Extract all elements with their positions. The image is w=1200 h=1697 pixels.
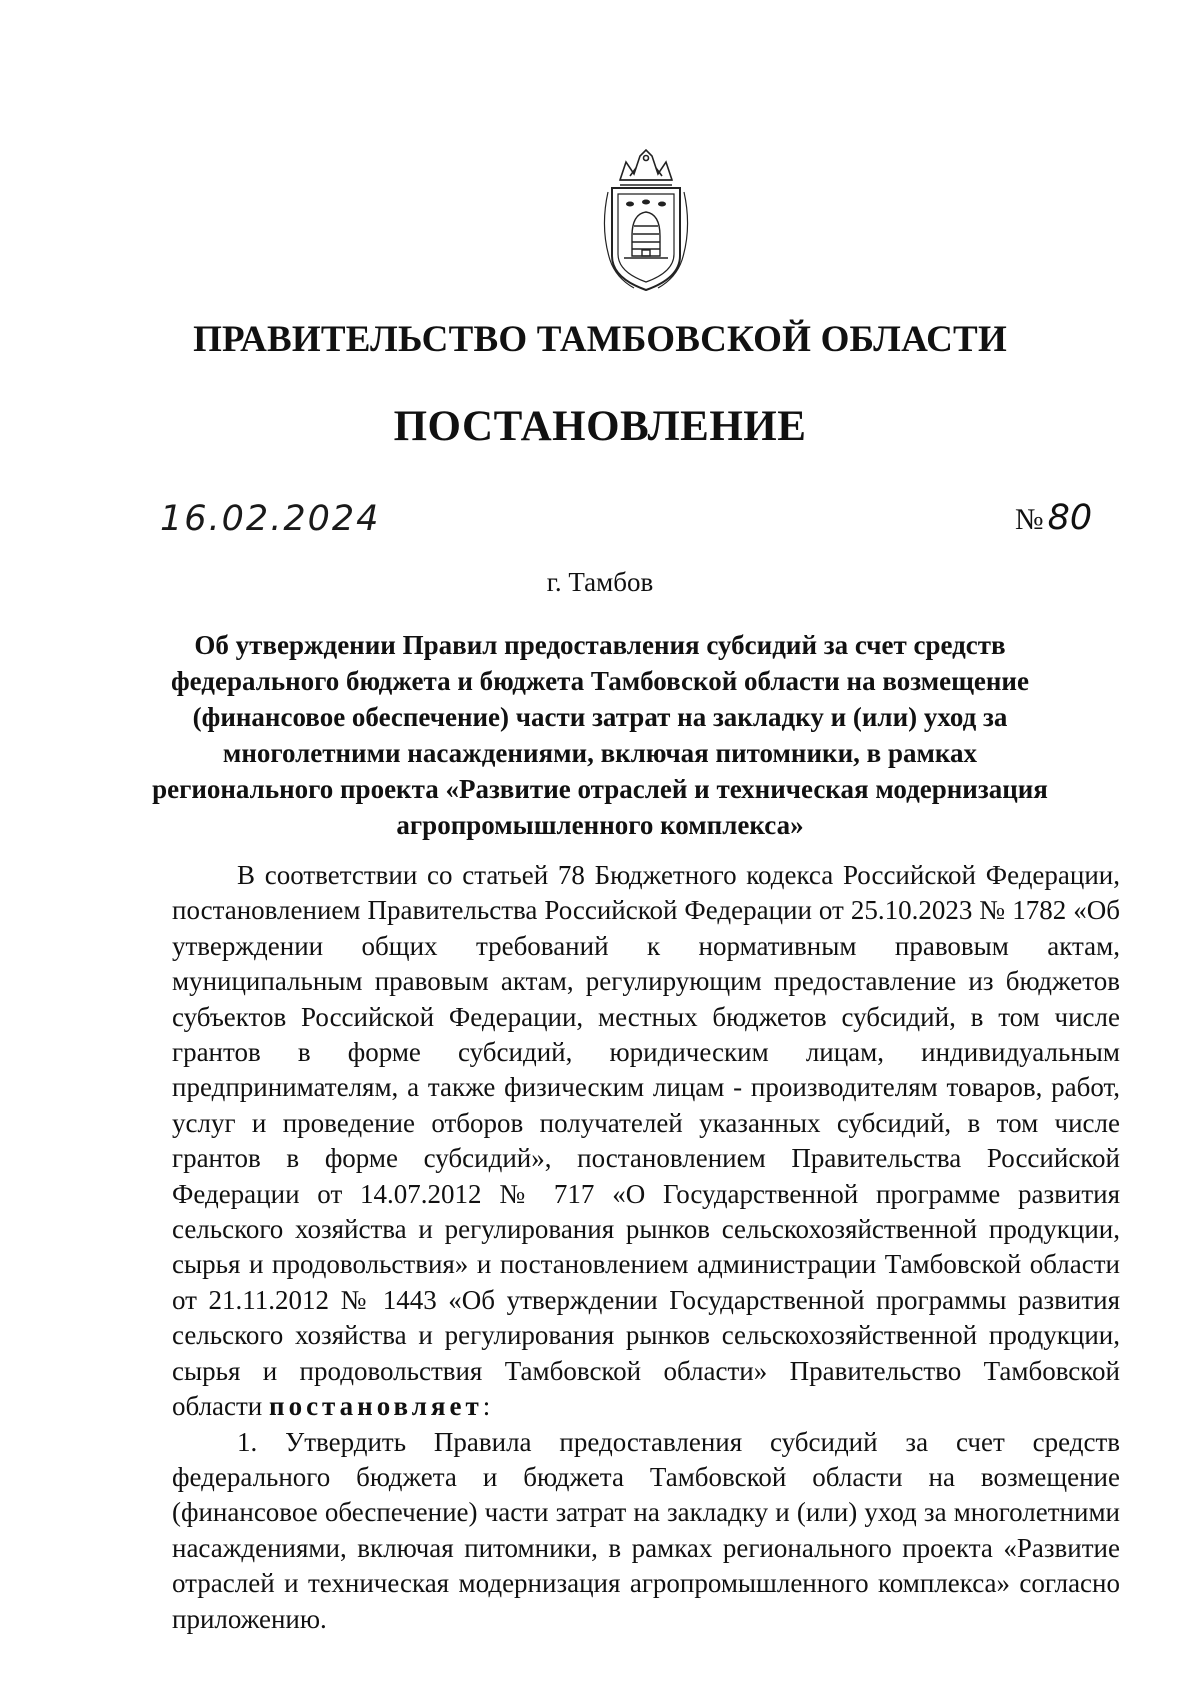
decree-colon: : — [482, 1391, 491, 1422]
document-body — [172, 858, 1120, 1637]
number-value: 80 — [1047, 498, 1093, 538]
document-type: ПОСТАНОВЛЕНИЕ — [393, 403, 807, 450]
document-date: 16.02.2024 — [160, 499, 381, 539]
preamble-paragraph — [172, 858, 1120, 1425]
coat-of-arms-emblem — [590, 148, 702, 296]
preamble-text: В соответствии со статьей 78 Бюджетного кодекса Российской Федерации, постановлением Правительства Российской Федерации от 25.10.2023 № 1782 «Об утверждении общих требований к нормативным правовым актам, муниципальным правовым актам, регулирующим предоставление из бюджетов субъектов Российской Федерации, местных бюджетов субсидий, в том числе грантов в форме субсидий, юридическим лицам, индивидуальным предпринимателям, а также физическим лицам - производителям товаров, работ, услуг и проведение отборов получателей указанных субсидий, в том числе грантов в форме субсидий», постановлением Правительства Российской Федерации от 14.07.2012 № 717 «О Государственной программе развития сельского хозяйства и регулирования рынков сельскохозяйственной продукции, сырья и продовольствия» и постановлением администрации Тамбовской области от 21.11.2012 № 1443 «Об утверждении Государственной программы развития сельского хозяйства и регулирования рынков сельскохозяйственной продукции, сырья и продовольствия Тамбовской области» Правительство Тамбовской области — [172, 860, 1120, 1422]
item-1-paragraph: 1. Утвердить Правила предоставления субсидий за счет средств федерального бюджета и бюджета Тамбовской области на возмещение (финансовое обеспечение) части затрат на закладку и (или) уход за многолетними насаждениями, включая питомники, в рамках регионального проекта «Развитие отраслей и техническая модернизация агропромышленного комплекса» согласно приложению. — [172, 1426, 1120, 1634]
document-number — [1015, 498, 1092, 538]
organization-name: ПРАВИТЕЛЬСТВО ТАМБОВСКОЙ ОБЛАСТИ — [193, 319, 1007, 360]
document-title: Об утверждении Правил предоставления субсидий за счет средств федерального бюджета и бюджета Тамбовской области на возмещение (финансовое обеспечение) части затрат на закладку и (или) уход за многолетними насаждениями, включая питомники, в рамках регионального проекта «Развитие отраслей и техническая модернизация агропромышленного комплекса» — [152, 630, 1048, 840]
city: г. Тамбов — [546, 567, 654, 597]
decree-word: постановляет — [269, 1391, 483, 1422]
number-label: № — [1015, 503, 1044, 536]
